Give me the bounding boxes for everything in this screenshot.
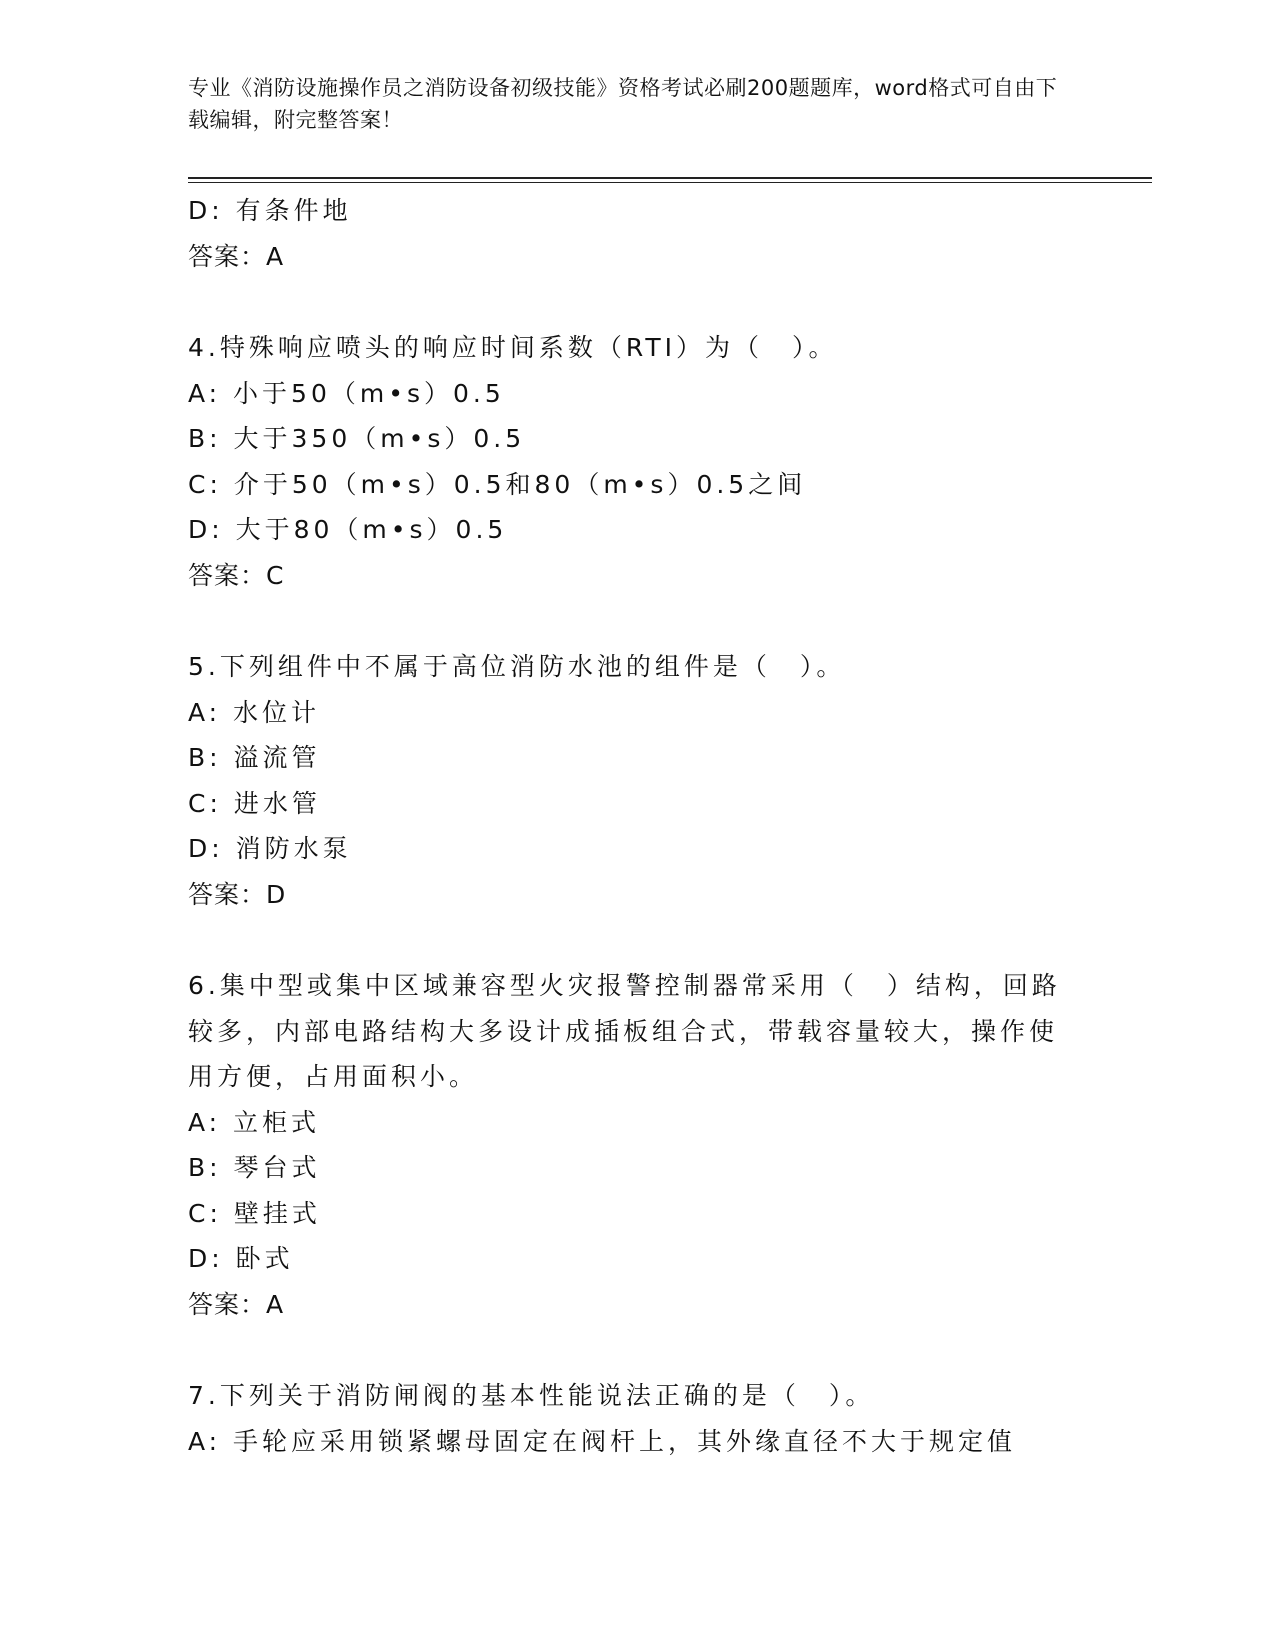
question-5 — [188, 644, 1068, 917]
option-a: A: 立柜式 — [188, 1107, 321, 1137]
option-d: D: 消防水泵 — [188, 834, 352, 863]
option-a: A: 手轮应采用锁紧螺母固定在阀杆上，其外缘直径不大于规定值 — [188, 1426, 1017, 1456]
option-d: D: 有条件地 — [188, 196, 352, 225]
question-4 — [188, 325, 1068, 598]
question-content — [188, 188, 1068, 1464]
question-stem-line-1: 6.集中型或集中区域兼容型火灾报警控制器常采用（ ）结构，回路 — [188, 971, 1061, 1000]
option-c: C: 壁挂式 — [188, 1198, 321, 1228]
answer: 答案：A — [188, 1289, 285, 1319]
option-d: D: 大于80（m•s）0.5 — [188, 515, 508, 544]
option-b: B: 琴台式 — [188, 1153, 321, 1182]
question-stem: 4.特殊响应喷头的响应时间系数（RTI）为（ ）。 — [188, 333, 838, 362]
option-a: A: 小于50（m•s）0.5 — [188, 378, 505, 408]
option-c: C: 介于50（m•s）0.5和80（m•s）0.5之间 — [188, 469, 807, 499]
document-header: 专业《消防设施操作员之消防设备初级技能》资格考试必刷200题题库，word格式可自由下载编辑，附完整答案！ — [188, 76, 1058, 132]
question-stem: 5.下列组件中不属于高位消防水池的组件是（ ）。 — [188, 652, 846, 681]
header-divider-thin — [188, 182, 1152, 183]
header-divider-thick — [188, 177, 1152, 179]
question-stem-line-3: 用方便，占用面积小。 — [188, 1062, 479, 1091]
option-b: B: 溢流管 — [188, 743, 321, 772]
question-stem: 7.下列关于消防闸阀的基本性能说法正确的是（ ）。 — [188, 1381, 875, 1410]
option-b: B: 大于350（m•s）0.5 — [188, 424, 526, 453]
answer: 答案：A — [188, 241, 285, 271]
option-d: D: 卧式 — [188, 1244, 294, 1273]
option-c: C: 进水管 — [188, 788, 321, 818]
question-6 — [188, 963, 1068, 1327]
question-stem-line-2: 较多，内部电路结构大多设计成插板组合式，带载容量较大，操作使 — [188, 1016, 1059, 1046]
question-7 — [188, 1373, 1068, 1464]
answer: 答案：D — [188, 879, 287, 909]
option-a: A: 水位计 — [188, 697, 321, 727]
answer: 答案：C — [188, 560, 285, 590]
